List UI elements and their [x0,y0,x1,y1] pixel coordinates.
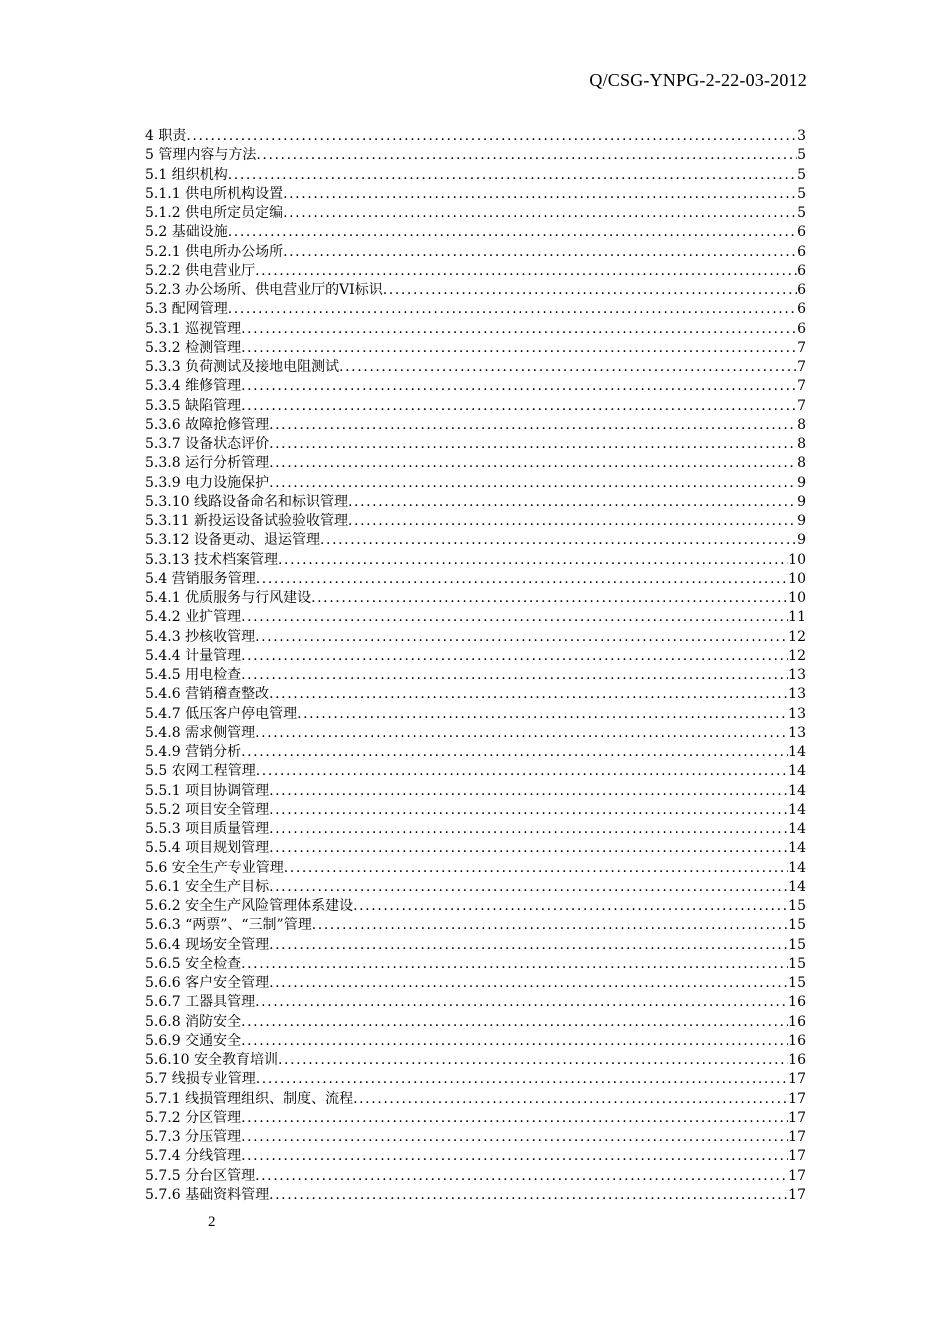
toc-entry-page: 15 [788,975,806,991]
toc-entry[interactable] [145,608,806,627]
dot-leader [241,647,788,666]
toc-entry-title: 5.3.11 新投运设备试验验收管理 [145,513,348,529]
toc-entry-page: 12 [788,628,806,645]
toc-entry-page: 8 [797,455,806,472]
toc-entry[interactable] [145,146,806,165]
toc-entry[interactable] [145,127,806,146]
toc-entry-title: 5.4.9 营销分析 [145,744,242,760]
dot-leader [241,955,788,974]
toc-entry[interactable] [145,454,806,473]
toc-entry[interactable] [145,570,806,589]
toc-entry-title: 5.4.7 低压客户停电管理 [145,705,298,722]
toc-entry[interactable] [145,166,806,185]
toc-entry-page: 16 [788,994,806,1011]
dot-leader [256,570,788,589]
toc-entry-title: 5.4.8 需求侧管理 [145,724,256,741]
toc-entry-page: 10 [788,570,806,587]
toc-entry-title: 5 管理内容与方法 [145,147,257,164]
dot-leader [256,1070,788,1089]
toc-entry-title: 5.6.6 客户安全管理 [145,975,270,991]
toc-entry-title: 5.7.4 分线管理 [145,1148,242,1165]
toc-entry[interactable] [145,339,806,358]
toc-entry-page: 6 [797,320,806,337]
toc-entry[interactable] [145,1070,806,1089]
toc-entry-page: 10 [788,590,806,606]
toc-entry-title: 5.7.6 基础资料管理 [145,1186,270,1203]
toc-entry-page: 7 [797,359,806,375]
toc-entry-title: 5.7.5 分台区管理 [145,1167,256,1184]
dot-leader [311,589,788,608]
dot-leader [241,1128,788,1147]
dot-leader [241,320,797,339]
toc-entry[interactable] [145,859,806,878]
toc-entry-title: 5.3.12 设备更动、退运管理 [145,532,320,549]
toc-entry-title: 5.1.1 供电所机构设置 [145,185,284,202]
dot-leader [241,397,797,416]
dot-leader [269,474,797,493]
dot-leader [241,1013,788,1032]
toc-entry[interactable] [145,666,806,685]
dot-leader [255,1167,788,1186]
toc-entry-page: 3 [797,128,806,144]
toc-entry-title: 5.3.1 巡视管理 [145,320,242,337]
toc-entry[interactable] [145,551,806,570]
toc-entry-page: 6 [797,243,806,260]
dot-leader [228,166,797,185]
toc-entry[interactable] [145,916,806,935]
toc-entry[interactable] [145,204,806,223]
toc-entry[interactable] [145,878,806,897]
toc-entry-page: 17 [788,1167,806,1184]
dot-leader [255,262,797,281]
toc-entry-page: 13 [788,724,806,741]
toc-entry[interactable] [145,762,806,781]
toc-entry-page: 5 [797,147,806,164]
toc-entry[interactable] [145,416,806,435]
toc-entry-page: 14 [788,744,806,760]
toc-entry[interactable] [145,801,806,820]
toc-entry-page: 17 [788,1109,806,1126]
dot-leader [228,300,797,319]
toc-entry[interactable] [145,358,806,377]
toc-entry[interactable] [145,1128,806,1147]
dot-leader [283,185,797,204]
dot-leader [228,223,797,242]
toc-entry-title: 5.6.5 安全检查 [145,955,242,972]
dot-leader [353,1090,788,1109]
dot-leader [353,897,788,916]
dot-leader [241,1032,788,1051]
toc-entry-title: 5.6.2 安全生产风险管理体系建设 [145,898,354,914]
toc-entry[interactable] [145,820,806,839]
dot-leader [269,685,788,704]
toc-entry-page: 15 [788,917,806,934]
dot-leader [241,1147,788,1166]
toc-entry[interactable] [145,1109,806,1128]
toc-entry-page: 12 [788,647,806,664]
toc-entry[interactable] [145,647,806,666]
toc-entry[interactable] [145,223,806,242]
toc-entry[interactable] [145,743,806,762]
dot-leader [241,743,788,762]
dot-leader [348,493,797,512]
dot-leader [269,1186,788,1205]
dot-leader [241,339,797,358]
toc-entry[interactable] [145,474,806,493]
toc-entry[interactable] [145,377,806,396]
dot-leader [312,916,788,935]
toc-entry-title: 5.1 组织机构 [145,166,228,183]
toc-entry-title: 5.5.1 项目协调管理 [145,782,270,799]
toc-entry-title: 5.5.4 项目规划管理 [145,840,270,857]
toc-entry-page: 14 [788,840,806,857]
toc-entry-page: 14 [788,763,806,780]
toc-entry-title: 5.4.2 业扩管理 [145,609,242,626]
toc-entry[interactable] [145,685,806,704]
dot-leader [186,127,797,146]
dot-leader [256,146,797,165]
toc-entry-title: 5.3.2 检测管理 [145,339,242,356]
toc-entry[interactable] [145,531,806,550]
dot-leader [269,454,797,473]
toc-entry-page: 9 [797,493,806,510]
toc-entry-page: 9 [797,474,806,491]
toc-entry-title: 5.3.5 缺陷管理 [145,397,242,414]
dot-leader [269,820,788,839]
toc-entry[interactable] [145,936,806,955]
dot-leader [269,974,788,993]
toc-entry[interactable] [145,705,806,724]
toc-entry-page: 7 [797,339,806,356]
toc-entry-title: 5.6.8 消防安全 [145,1013,242,1030]
toc-entry-page: 15 [788,936,806,953]
dot-leader [269,878,788,897]
toc-entry-page: 5 [797,166,806,183]
toc-entry[interactable] [145,1090,806,1109]
toc-entry-page: 17 [788,1071,806,1088]
toc-entry-page: 6 [797,262,806,279]
toc-entry[interactable] [145,1032,806,1051]
toc-entry-page: 17 [788,1129,806,1145]
toc-entry-page: 8 [797,436,806,452]
toc-entry-page: 7 [797,378,806,395]
toc-entry-page: 5 [797,185,806,202]
toc-entry-page: 13 [788,667,806,683]
dot-leader [241,377,797,396]
toc-entry[interactable] [145,955,806,974]
toc-entry[interactable] [145,262,806,281]
toc-entry[interactable] [145,435,806,454]
dot-leader [283,243,797,262]
toc-entry-page: 10 [788,551,806,568]
toc-entry-title: 5.4.5 用电检查 [145,667,242,683]
toc-entry-page: 11 [788,609,806,626]
toc-entry-title: 5.4.1 优质服务与行风建设 [145,590,312,606]
dot-leader [383,281,797,300]
dot-leader [241,666,788,685]
toc-entry-title: 5.3.8 运行分析管理 [145,455,270,472]
toc-entry-page: 16 [788,1032,806,1049]
toc-entry-page: 8 [797,416,806,433]
toc-entry-page: 15 [788,955,806,972]
toc-entry-title: 5.4.6 营销稽查整改 [145,686,270,703]
toc-entry-page: 14 [788,782,806,799]
toc-entry-page: 14 [788,821,806,837]
dot-leader [269,936,788,955]
dot-leader [269,435,797,454]
toc-entry-page: 16 [788,1013,806,1030]
toc-entry-title: 5.3.13 技术档案管理 [145,551,278,568]
dot-leader [348,512,797,531]
toc-entry-page: 13 [788,705,806,722]
dot-leader [241,608,788,627]
dot-leader [255,628,788,647]
dot-leader [284,859,788,878]
toc-entry[interactable] [145,281,806,300]
toc-entry-title: 5.3.3 负荷测试及接地电阻测试 [145,359,340,375]
toc-entry-page: 17 [788,1186,806,1203]
toc-entry-title: 5.5 农网工程管理 [145,763,256,780]
toc-entry[interactable] [145,300,806,319]
toc-entry-title: 5.7.3 分压管理 [145,1129,242,1145]
toc-entry[interactable] [145,243,806,262]
dot-leader [339,358,797,377]
toc-entry-title: 5.4.4 计量管理 [145,647,242,664]
dot-leader [278,1051,788,1070]
toc-entry-title: 5.2 基础设施 [145,224,228,241]
toc-entry-page: 9 [797,513,806,529]
dot-leader [241,1109,788,1128]
dot-leader [320,531,797,550]
toc-entry[interactable] [145,1186,806,1205]
table-of-contents [145,127,806,1205]
toc-entry-title: 5.5.2 项目安全管理 [145,801,270,818]
toc-entry[interactable] [145,512,806,531]
toc-entry-title: 5.6.3 “两票”、“三制”管理 [145,917,312,934]
toc-entry-title: 5.7.2 分区管理 [145,1109,242,1126]
toc-entry-title: 5.3.4 维修管理 [145,378,242,395]
toc-entry[interactable] [145,993,806,1012]
toc-entry-title: 5.3.7 设备状态评价 [145,436,270,452]
toc-entry-page: 17 [788,1090,806,1107]
toc-entry-page: 16 [788,1052,806,1068]
dot-leader [283,204,797,223]
toc-entry-title: 5.4.3 抄核收管理 [145,628,256,645]
toc-entry-page: 14 [788,801,806,818]
dot-leader [278,551,788,570]
toc-entry-title: 5.3.10 线路设备命名和标识管理 [145,493,348,510]
toc-entry[interactable] [145,397,806,416]
toc-entry-title: 4 职责 [145,128,187,144]
toc-entry-title: 5.3 配网管理 [145,301,228,318]
toc-entry-page: 14 [788,859,806,876]
toc-entry-title: 5.5.3 项目质量管理 [145,821,270,837]
dot-leader [269,782,788,801]
toc-entry-page: 6 [797,282,806,298]
toc-entry-title: 5.6.7 工器具管理 [145,994,256,1011]
toc-entry-page: 15 [788,898,806,914]
toc-entry-page: 6 [797,301,806,318]
dot-leader [297,705,788,724]
dot-leader [269,416,797,435]
toc-entry-title: 5.6.10 安全教育培训 [145,1052,278,1068]
toc-entry-title: 5.3.6 故障抢修管理 [145,416,270,433]
toc-entry-page: 5 [797,205,806,221]
toc-entry-page: 9 [797,532,806,549]
toc-entry-title: 5.4 营销服务管理 [145,570,256,587]
toc-entry[interactable] [145,974,806,993]
toc-entry-title: 5.7.1 线损管理组织、制度、流程 [145,1090,354,1107]
dot-leader [269,839,788,858]
toc-entry[interactable] [145,628,806,647]
toc-entry-title: 5.2.3 办公场所、供电营业厅的VI标识 [145,282,383,298]
dot-leader [256,762,788,781]
toc-entry[interactable] [145,185,806,204]
dot-leader [269,801,788,820]
toc-entry-title: 5.6.1 安全生产目标 [145,878,270,895]
toc-entry-page: 13 [788,686,806,703]
toc-entry[interactable] [145,782,806,801]
toc-entry[interactable] [145,839,806,858]
toc-entry[interactable] [145,1013,806,1032]
toc-entry-page: 6 [797,224,806,241]
toc-entry[interactable] [145,493,806,512]
toc-entry-page: 14 [788,878,806,895]
page-number: 2 [208,1214,216,1230]
toc-entry[interactable] [145,1147,806,1166]
toc-entry[interactable] [145,1051,806,1070]
toc-entry-title: 5.3.9 电力设施保护 [145,474,270,491]
toc-entry-title: 5.7 线损专业管理 [145,1071,256,1088]
toc-entry-page: 7 [797,397,806,414]
toc-entry-title: 5.6.4 现场安全管理 [145,936,270,953]
toc-entry[interactable] [145,320,806,339]
toc-entry[interactable] [145,589,806,608]
toc-entry-title: 5.2.2 供电营业厅 [145,262,256,279]
toc-entry-page: 17 [788,1148,806,1165]
toc-entry-title: 5.1.2 供电所定员定编 [145,205,284,221]
toc-entry[interactable] [145,1167,806,1186]
toc-entry[interactable] [145,724,806,743]
toc-entry-title: 5.6 安全生产专业管理 [145,859,284,876]
dot-leader [255,993,788,1012]
toc-entry[interactable] [145,897,806,916]
document-code: Q/CSG-YNPG-2-22-03-2012 [589,70,807,90]
toc-entry-title: 5.6.9 交通安全 [145,1032,242,1049]
dot-leader [255,724,788,743]
toc-entry-title: 5.2.1 供电所办公场所 [145,243,284,260]
